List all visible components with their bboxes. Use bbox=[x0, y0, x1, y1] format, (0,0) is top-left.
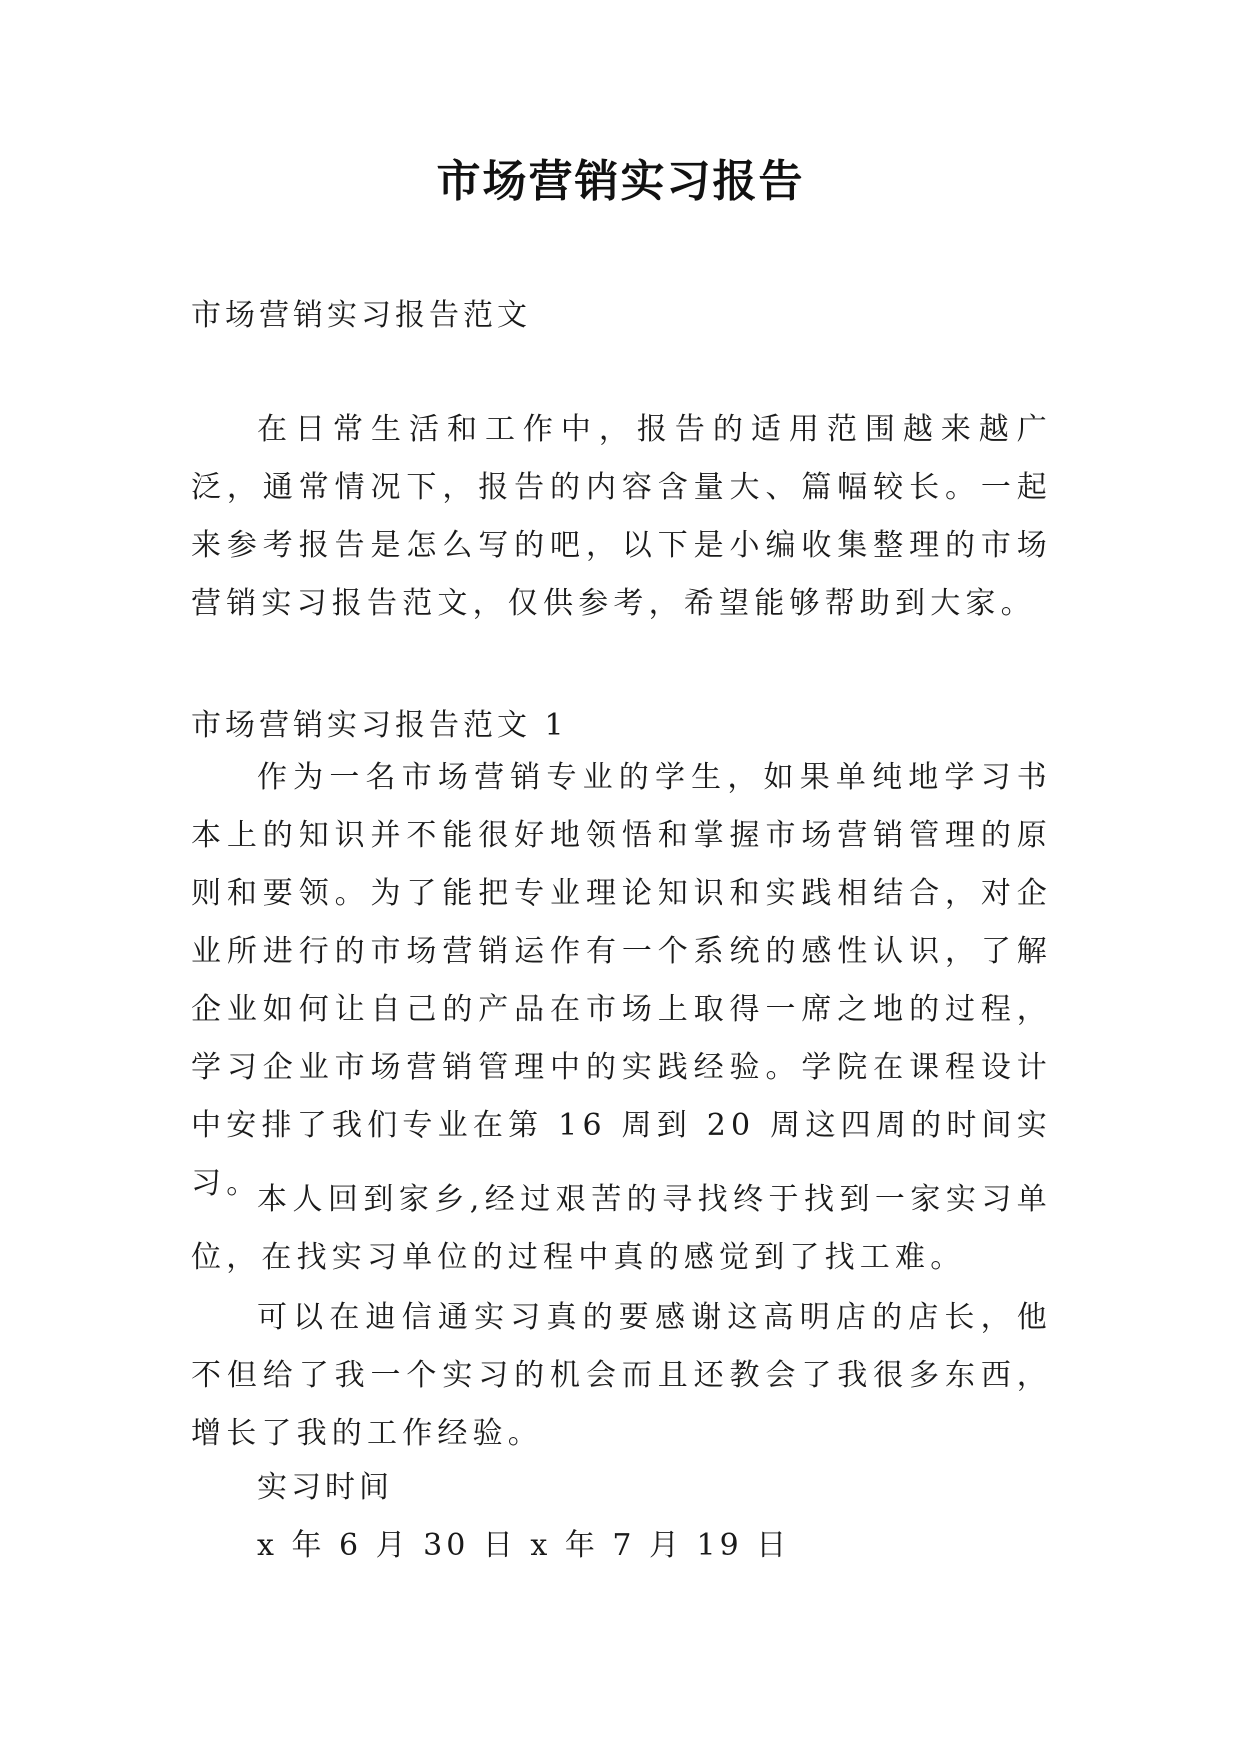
body-paragraph-3: 可以在迪信通实习真的要感谢这高明店的店长，他不但给了我一个实习的机会而且还教会了我很多东西，增长了我的工作经验。 bbox=[191, 1300, 1052, 1451]
document-title: 市场营销实习报告 bbox=[436, 156, 805, 207]
internship-time-label: 实习时间 bbox=[257, 1470, 393, 1505]
internship-time-value: x 年 6 月 30 日 x 年 7 月 19 日 bbox=[257, 1528, 791, 1563]
intro-paragraph: 在日常生活和工作中，报告的适用范围越来越广泛，通常情况下，报告的内容含量大、篇幅较长。一起来参考报告是怎么写的吧，以下是小编收集整理的市场营销实习报告范文，仅供参考，希望能够帮助到大家。 bbox=[191, 412, 1052, 621]
body-paragraph-1: 作为一名市场营销专业的学生，如果单纯地学习书本上的知识并不能很好地领悟和掌握市场营销管理的原则和要领。为了能把专业理论知识和实践相结合，对企业所进行的市场营销运作有一个系统的感性认识，了解企业如何让自己的产品在市场上取得一席之地的过程，学习企业市场营销管理中的实践经验。学院在课程设计中安排了我们专业在第 16 周到 20 周这四周的时间实习。 bbox=[191, 760, 1052, 1201]
section-heading: 市场营销实习报告范文 1 bbox=[191, 708, 568, 743]
body-paragraph-2: 本人回到家乡,经过艰苦的寻找终于找到一家实习单位，在找实习单位的过程中真的感觉到了找工难。 bbox=[191, 1182, 1052, 1275]
document-subtitle: 市场营销实习报告范文 bbox=[191, 298, 531, 333]
